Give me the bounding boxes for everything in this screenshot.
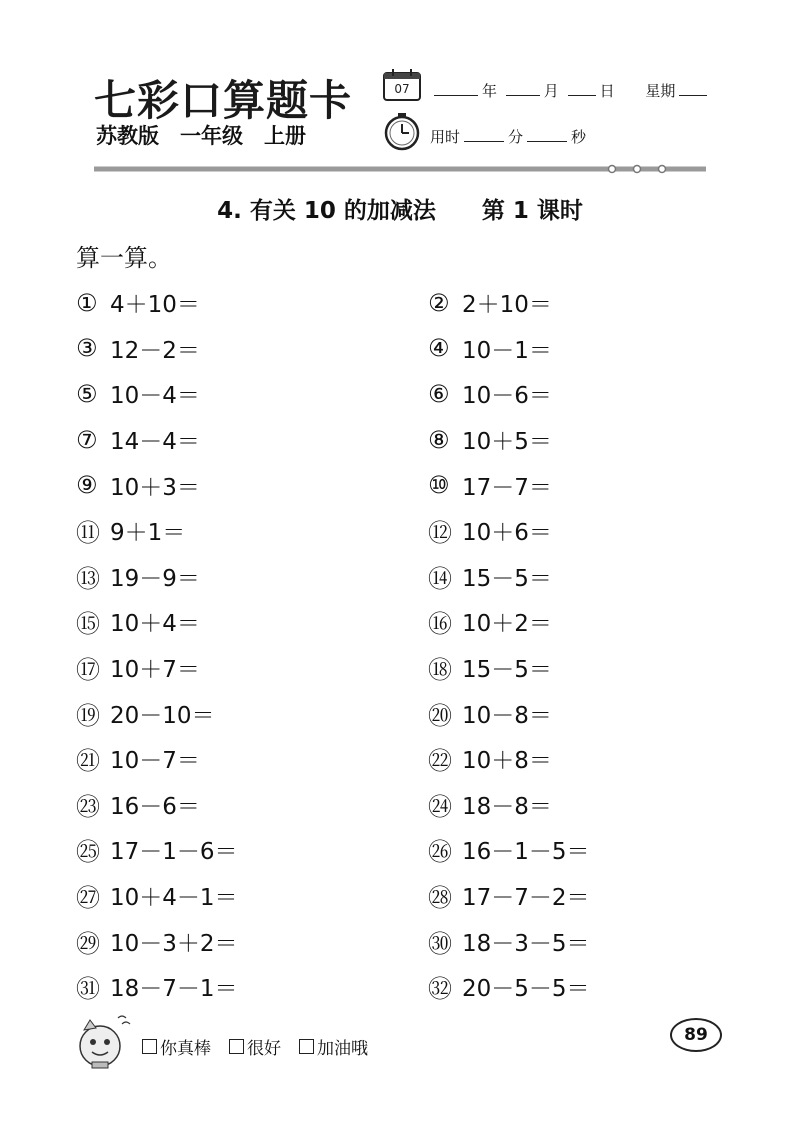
problem-number: ⑮ [76,610,100,639]
problem-item [428,280,756,326]
problem-number: ㉗ [76,884,100,913]
lesson-title: 4. 有关 10 的加减法 第 1 课时 [217,198,583,224]
problem-number: ㉘ [428,884,452,913]
problem-expression: 2＋10＝ [462,292,552,319]
problem-number: ⑧ [428,425,450,454]
problem-number: ⑨ [76,471,98,500]
problem-expression: 10＋2＝ [462,611,552,638]
problem-number: ① [76,288,98,317]
problem-expression: 17－7＝ [462,474,552,501]
weekday-blank[interactable] [679,81,707,96]
problem-expression: 19－9＝ [110,565,200,592]
self-rating [142,1034,368,1059]
problem-item [76,918,428,964]
problem-item [76,508,428,554]
problem-item [76,782,428,828]
problem-expression: 10－4＝ [110,383,200,410]
instruction-text: 算一算。 [76,244,172,272]
problem-number: ⑱ [428,656,452,685]
day-label: 日 [599,82,615,100]
problem-expression: 10－7＝ [110,748,200,775]
problem-item [428,508,756,554]
rating-option[interactable] [142,1034,211,1059]
problem-expression: 20－10＝ [110,702,215,729]
problem-expression: 10＋7＝ [110,657,200,684]
minutes-blank[interactable] [464,127,504,142]
day-blank[interactable] [568,81,596,96]
problem-expression: 10＋4＝ [110,611,200,638]
weekday-label: 星期 [645,82,676,100]
problem-item [76,873,428,919]
problem-expression: 10＋4－1＝ [110,885,238,912]
month-blank[interactable] [506,81,540,96]
problem-item [76,554,428,600]
problem-expression: 18－8＝ [462,793,552,820]
problem-number: ㉙ [76,929,100,958]
problem-number: ㉛ [76,975,100,1004]
clock-icon [382,112,422,152]
problem-number: ㉚ [428,929,452,958]
problem-number: ④ [428,334,450,363]
problem-number: ⑦ [76,425,98,454]
year-label: 年 [482,82,498,100]
problem-number: ⑯ [428,610,452,639]
problem-item [428,690,756,736]
problem-expression: 4＋10＝ [110,292,200,319]
problem-item [428,873,756,919]
problem-item [76,280,428,326]
problem-grid [76,280,756,1010]
month-label: 月 [543,82,559,100]
problem-expression: 10＋3＝ [110,474,200,501]
year-blank[interactable] [434,81,478,96]
problem-item [76,599,428,645]
problem-item [76,645,428,691]
problem-item [428,326,756,372]
date-fields [430,80,711,101]
problem-expression: 15－5＝ [462,657,552,684]
mascot-icon [70,1008,134,1072]
seconds-blank[interactable] [527,127,567,142]
problem-expression: 17－7－2＝ [462,885,590,912]
problem-number: ⑪ [76,519,100,548]
problem-number: ③ [76,334,98,363]
problem-item [76,462,428,508]
problem-item [428,417,756,463]
problem-item [76,964,428,1010]
rating-label: 加油哦 [317,1039,368,1059]
problem-expression: 10－3＋2＝ [110,930,238,957]
problem-expression: 20－5－5＝ [462,976,590,1003]
problem-item [428,736,756,782]
rating-label: 你真棒 [160,1039,211,1059]
problem-item [428,645,756,691]
time-used-label: 用时 [430,128,461,146]
calendar-icon [382,68,422,102]
problem-expression: 10－6＝ [462,383,552,410]
checkbox-icon[interactable] [299,1039,314,1054]
problem-item [76,827,428,873]
checkbox-icon[interactable] [229,1039,244,1054]
problem-item [428,371,756,417]
problem-number: ㉖ [428,838,452,867]
problem-number: ⑳ [428,701,452,730]
problem-number: ㉓ [76,792,100,821]
header-divider [94,163,706,175]
problem-item [76,417,428,463]
problem-number: ⑫ [428,519,452,548]
problem-item [76,371,428,417]
page-number: 89 [670,1018,722,1052]
seconds-label: 秒 [571,128,587,146]
brand-title: 七彩口算题卡 [94,76,353,125]
problem-expression: 10－1＝ [462,337,552,364]
problem-expression: 12－2＝ [110,337,200,364]
problem-item [76,326,428,372]
problem-number: ⑤ [76,379,98,408]
problem-number: ⑬ [76,564,100,593]
rating-label: 很好 [247,1039,281,1059]
edition-subtitle: 苏教版 一年级 上册 [96,124,306,148]
problem-number: ⑭ [428,564,452,593]
problem-item [428,462,756,508]
problem-number: ㉕ [76,838,100,867]
problem-item [428,827,756,873]
problem-item [428,782,756,828]
problem-expression: 17－1－6＝ [110,839,238,866]
problem-item [428,599,756,645]
calendar-day: 07 [394,82,410,96]
problem-item [76,736,428,782]
problem-item [76,690,428,736]
problem-number: ⑲ [76,701,100,730]
problem-expression: 10＋5＝ [462,429,552,456]
problem-expression: 18－3－5＝ [462,930,590,957]
problem-number: ㉜ [428,975,452,1004]
problem-expression: 16－6＝ [110,793,200,820]
problem-number: ㉑ [76,747,100,776]
problem-number: ② [428,288,450,317]
problem-number: ㉔ [428,792,452,821]
problem-expression: 10＋8＝ [462,748,552,775]
problem-expression: 9＋1＝ [110,520,186,547]
time-fields [430,126,586,147]
problem-expression: 15－5＝ [462,565,552,592]
problem-expression: 14－4＝ [110,429,200,456]
problem-expression: 10＋6＝ [462,520,552,547]
problem-expression: 10－8＝ [462,702,552,729]
checkbox-icon[interactable] [142,1039,157,1054]
rating-option[interactable] [299,1034,368,1059]
problem-item [428,918,756,964]
rating-option[interactable] [229,1034,281,1059]
problem-item [428,554,756,600]
problem-expression: 16－1－5＝ [462,839,590,866]
problem-number: ⑰ [76,656,100,685]
problem-number: ⑥ [428,379,450,408]
minutes-label: 分 [508,128,524,146]
problem-number: ⑩ [428,471,450,500]
problem-expression: 18－7－1＝ [110,976,238,1003]
problem-item [428,964,756,1010]
problem-number: ㉒ [428,747,452,776]
